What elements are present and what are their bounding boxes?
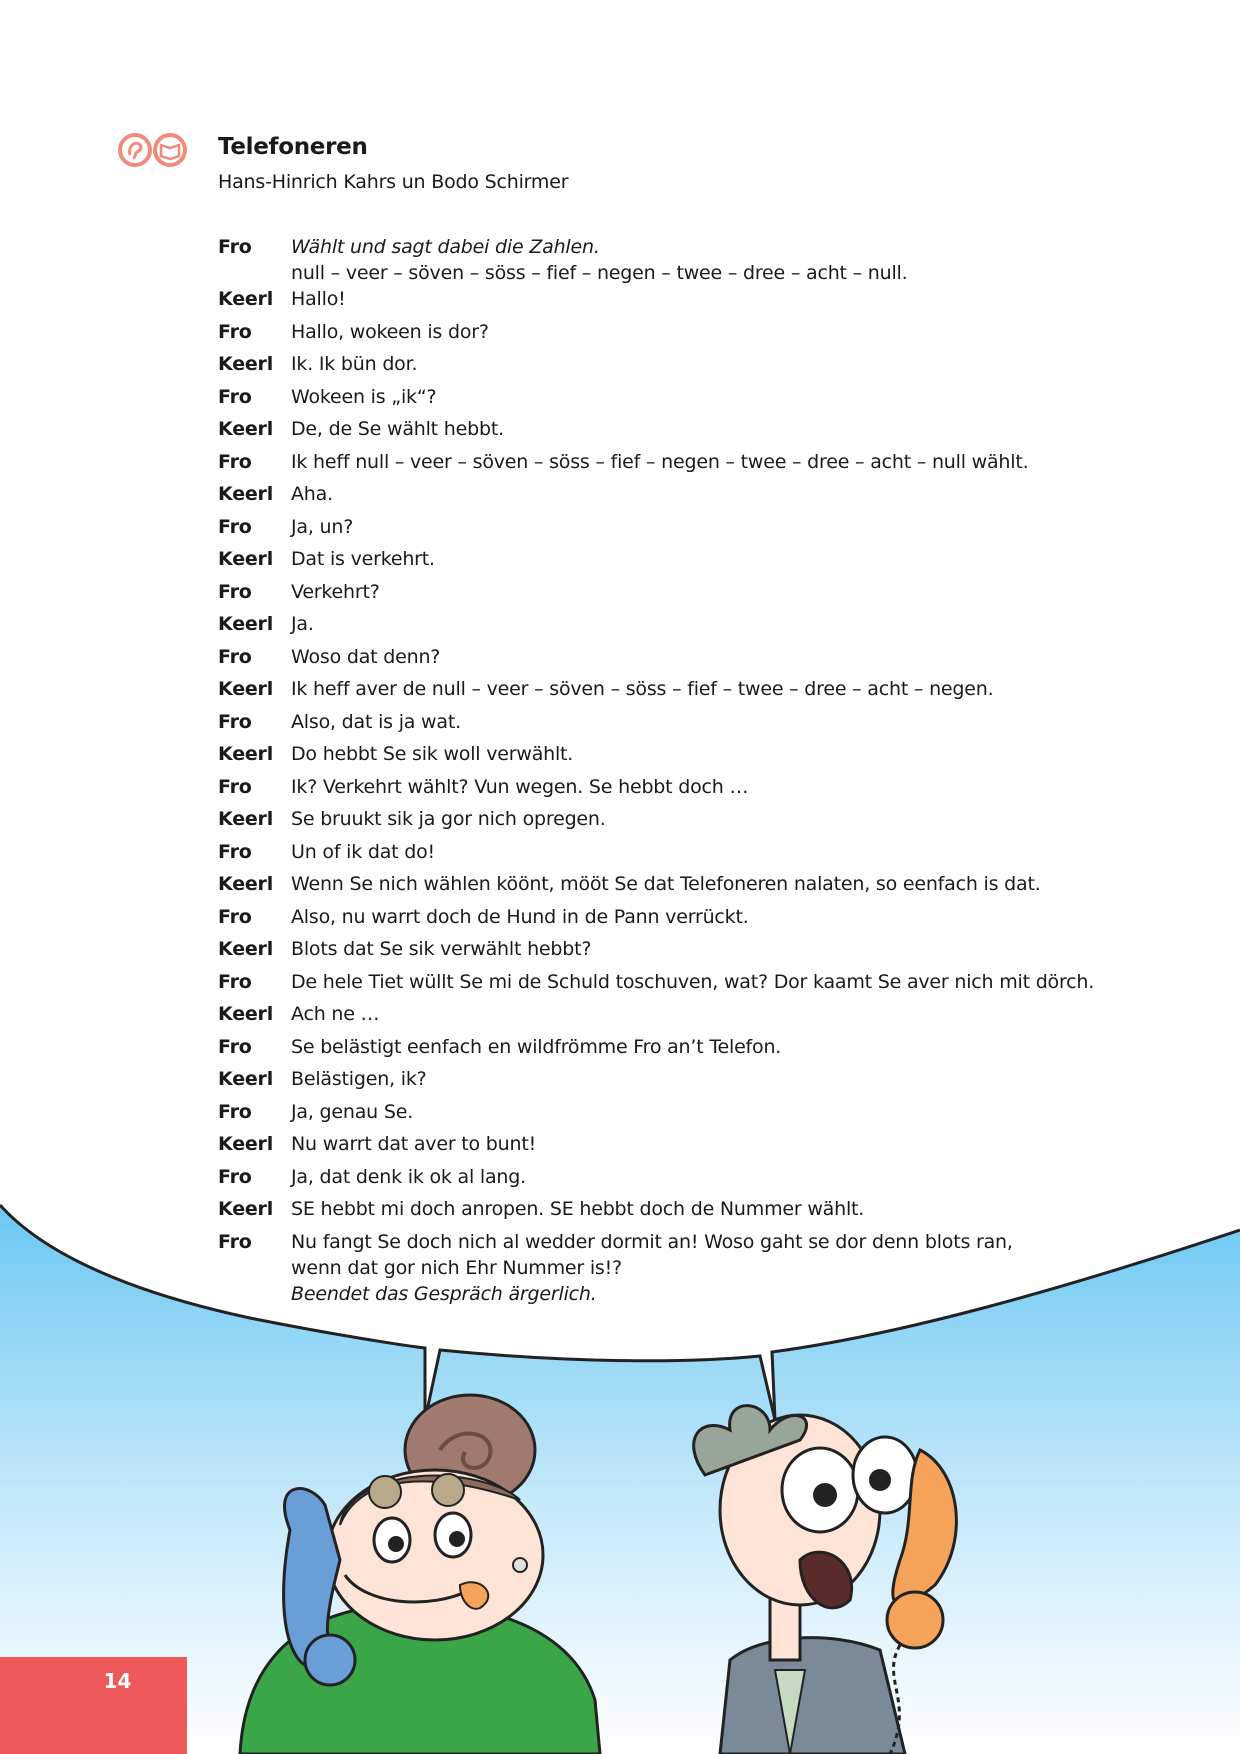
spoken-text: Verkehrt? bbox=[291, 580, 380, 603]
speaker-name: Fro bbox=[218, 580, 252, 603]
dialog-line bbox=[218, 676, 1118, 709]
spoken-text: Ik heff aver de null – veer – söven – söss – fief – twee – dree – acht – negen. bbox=[291, 678, 994, 700]
speaker-name: Fro bbox=[218, 775, 252, 798]
speaker-name: Keerl bbox=[218, 353, 274, 375]
dialog-text bbox=[291, 611, 1118, 644]
speaker-name: Keerl bbox=[218, 1003, 274, 1025]
dialog-text bbox=[291, 546, 1118, 579]
speaker-name: Fro bbox=[218, 515, 252, 538]
speaker-name: Keerl bbox=[218, 1198, 274, 1220]
speaker-name: Keerl bbox=[218, 288, 274, 310]
speaker-name: Keerl bbox=[218, 418, 274, 440]
spoken-text: Ik heff null – veer – söven – söss – fief – negen – twee – dree – acht – null wählt. bbox=[291, 450, 1029, 473]
dialog-line bbox=[218, 546, 1118, 579]
dialog-line bbox=[218, 1001, 1118, 1034]
speaker-name: Fro bbox=[218, 320, 252, 343]
speaker-name: Keerl bbox=[218, 678, 274, 700]
spoken-text: SE hebbt mi doch anropen. SE hebbt doch de Nummer wählt. bbox=[291, 1198, 865, 1220]
dialog-text bbox=[291, 1099, 1118, 1132]
dialog-text bbox=[291, 969, 1118, 1002]
spoken-text: Nu fangt Se doch nich al wedder dormit an! Woso gaht se dor denn blots ran, bbox=[291, 1230, 1013, 1253]
spoken-text: wenn dat gor nich Ehr Nummer is!? bbox=[291, 1256, 622, 1279]
dialog-line bbox=[218, 449, 1118, 482]
dialog-line bbox=[218, 969, 1118, 1002]
dialog-text bbox=[291, 514, 1118, 547]
ear-icon bbox=[120, 135, 150, 165]
spoken-text: null – veer – söven – söss – fief – negen – twee – dree – acht – null. bbox=[291, 262, 908, 284]
dialog-line bbox=[218, 611, 1118, 644]
spoken-text: Ja. bbox=[291, 613, 314, 635]
dialog-text bbox=[291, 416, 1118, 449]
dialog-line bbox=[218, 234, 1118, 286]
page-title: Telefoneren bbox=[218, 134, 368, 160]
man-illustration bbox=[694, 1406, 957, 1754]
page-number: 14 bbox=[103, 1669, 132, 1693]
dialog-text bbox=[291, 1001, 1118, 1034]
spoken-text: Se belästigt eenfach en wildfrömme Fro an’t Telefon. bbox=[291, 1035, 782, 1058]
dialog-line bbox=[218, 514, 1118, 547]
dialog-text bbox=[291, 676, 1118, 709]
dialog-line bbox=[218, 904, 1118, 937]
spoken-text: Ach ne … bbox=[291, 1003, 380, 1025]
spoken-text: Wokeen is „ik“? bbox=[291, 385, 437, 408]
speaker-name: Fro bbox=[218, 970, 252, 993]
spoken-text: Hallo, wokeen is dor? bbox=[291, 320, 489, 343]
dialog-line bbox=[218, 936, 1118, 969]
dialog-line bbox=[218, 416, 1118, 449]
spoken-text: Wenn Se nich wählen köönt, mööt Se dat Telefoneren nalaten, so eenfach is dat. bbox=[291, 873, 1041, 895]
speaker-name: Fro bbox=[218, 905, 252, 928]
stage-direction: Beendet das Gespräch ärgerlich. bbox=[291, 1282, 597, 1305]
dialog-line bbox=[218, 1196, 1118, 1229]
dialog-text bbox=[291, 1196, 1118, 1229]
speaker-name: Keerl bbox=[218, 548, 274, 570]
dialog-text bbox=[291, 384, 1118, 417]
spoken-text: Dat is verkehrt. bbox=[291, 548, 435, 570]
dialog-line bbox=[218, 351, 1118, 384]
speaker-name: Fro bbox=[218, 450, 252, 473]
speaker-name: Fro bbox=[218, 1035, 252, 1058]
dialog-text bbox=[291, 1066, 1118, 1099]
dialog-text bbox=[291, 709, 1118, 742]
dialog-text bbox=[291, 839, 1118, 872]
spoken-text: Belästigen, ik? bbox=[291, 1068, 427, 1090]
dialog-text bbox=[291, 319, 1118, 352]
dialog-line bbox=[218, 871, 1118, 904]
dialog-line bbox=[218, 384, 1118, 417]
spoken-text: Woso dat denn? bbox=[291, 645, 441, 668]
speaker-name: Keerl bbox=[218, 743, 274, 765]
dialog-line bbox=[218, 1229, 1118, 1307]
spoken-text: Also, nu warrt doch de Hund in de Pann verrückt. bbox=[291, 905, 749, 928]
dialog-line bbox=[218, 774, 1118, 807]
dialog-line bbox=[218, 709, 1118, 742]
dialog-line bbox=[218, 1066, 1118, 1099]
book-icon bbox=[155, 135, 185, 165]
spoken-text: De hele Tiet wüllt Se mi de Schuld toschuven, wat? Dor kaamt Se aver nich mit dörch. bbox=[291, 970, 1095, 993]
dialog-line bbox=[218, 741, 1118, 774]
dialog-text bbox=[291, 234, 1118, 286]
dialog-script bbox=[218, 234, 1118, 1307]
dialog-text bbox=[291, 806, 1118, 839]
dialog-line bbox=[218, 644, 1118, 677]
spoken-text: Un of ik dat do! bbox=[291, 840, 435, 863]
dialog-line bbox=[218, 579, 1118, 612]
dialog-text bbox=[291, 579, 1118, 612]
dialog-text bbox=[291, 1034, 1118, 1067]
dialog-text bbox=[291, 871, 1118, 904]
spoken-text: De, de Se wählt hebbt. bbox=[291, 418, 504, 440]
spoken-text: Blots dat Se sik verwählt hebbt? bbox=[291, 938, 592, 960]
speaker-name: Keerl bbox=[218, 873, 274, 895]
speaker-name: Fro bbox=[218, 385, 252, 408]
spoken-text: Se bruukt sik ja gor nich opregen. bbox=[291, 808, 606, 830]
dialog-text bbox=[291, 904, 1118, 937]
authors: Hans-Hinrich Kahrs un Bodo Schirmer bbox=[218, 171, 569, 193]
speaker-name: Fro bbox=[218, 1100, 252, 1123]
spoken-text: Ja, un? bbox=[291, 515, 354, 538]
speaker-name: Keerl bbox=[218, 483, 274, 505]
spoken-text: Ja, dat denk ik ok al lang. bbox=[291, 1165, 526, 1188]
speaker-name: Keerl bbox=[218, 808, 274, 830]
spoken-text: Ik? Verkehrt wählt? Vun wegen. Se hebbt doch … bbox=[291, 775, 749, 798]
woman-illustration bbox=[240, 1395, 600, 1754]
dialog-text bbox=[291, 481, 1118, 514]
dialog-line bbox=[218, 319, 1118, 352]
dialog-line bbox=[218, 1099, 1118, 1132]
speaker-name: Fro bbox=[218, 1165, 252, 1188]
dialog-text bbox=[291, 741, 1118, 774]
spoken-text: Ja, genau Se. bbox=[291, 1100, 414, 1123]
speaker-name: Keerl bbox=[218, 1068, 274, 1090]
speaker-name: Fro bbox=[218, 710, 252, 733]
spoken-text: Hallo! bbox=[291, 288, 346, 310]
dialog-line bbox=[218, 1034, 1118, 1067]
speaker-name: Keerl bbox=[218, 1133, 274, 1155]
dialog-text bbox=[291, 286, 1118, 319]
dialog-line bbox=[218, 286, 1118, 319]
dialog-line bbox=[218, 1164, 1118, 1197]
dialog-line bbox=[218, 481, 1118, 514]
dialog-text bbox=[291, 1131, 1118, 1164]
dialog-text bbox=[291, 936, 1118, 969]
dialog-text bbox=[291, 449, 1118, 482]
dialog-text bbox=[291, 1164, 1118, 1197]
dialog-text bbox=[291, 1229, 1118, 1307]
dialog-text bbox=[291, 644, 1118, 677]
speaker-name: Keerl bbox=[218, 938, 274, 960]
speaker-name: Fro bbox=[218, 236, 252, 258]
speaker-name: Keerl bbox=[218, 613, 274, 635]
spoken-text: Ik. Ik bün dor. bbox=[291, 353, 418, 375]
dialog-line bbox=[218, 1131, 1118, 1164]
spoken-text: Also, dat is ja wat. bbox=[291, 710, 461, 733]
speaker-name: Fro bbox=[218, 645, 252, 668]
dialog-text bbox=[291, 351, 1118, 384]
speaker-name: Fro bbox=[218, 1230, 252, 1253]
spoken-text: Nu warrt dat aver to bunt! bbox=[291, 1133, 537, 1155]
dialog-text bbox=[291, 774, 1118, 807]
spoken-text: Do hebbt Se sik woll verwählt. bbox=[291, 743, 574, 765]
dialog-line bbox=[218, 839, 1118, 872]
dialog-line bbox=[218, 806, 1118, 839]
header-icons bbox=[118, 133, 190, 167]
speaker-name: Fro bbox=[218, 840, 252, 863]
stage-direction: Wählt und sagt dabei die Zahlen. bbox=[291, 236, 600, 258]
spoken-text: Aha. bbox=[291, 483, 333, 505]
